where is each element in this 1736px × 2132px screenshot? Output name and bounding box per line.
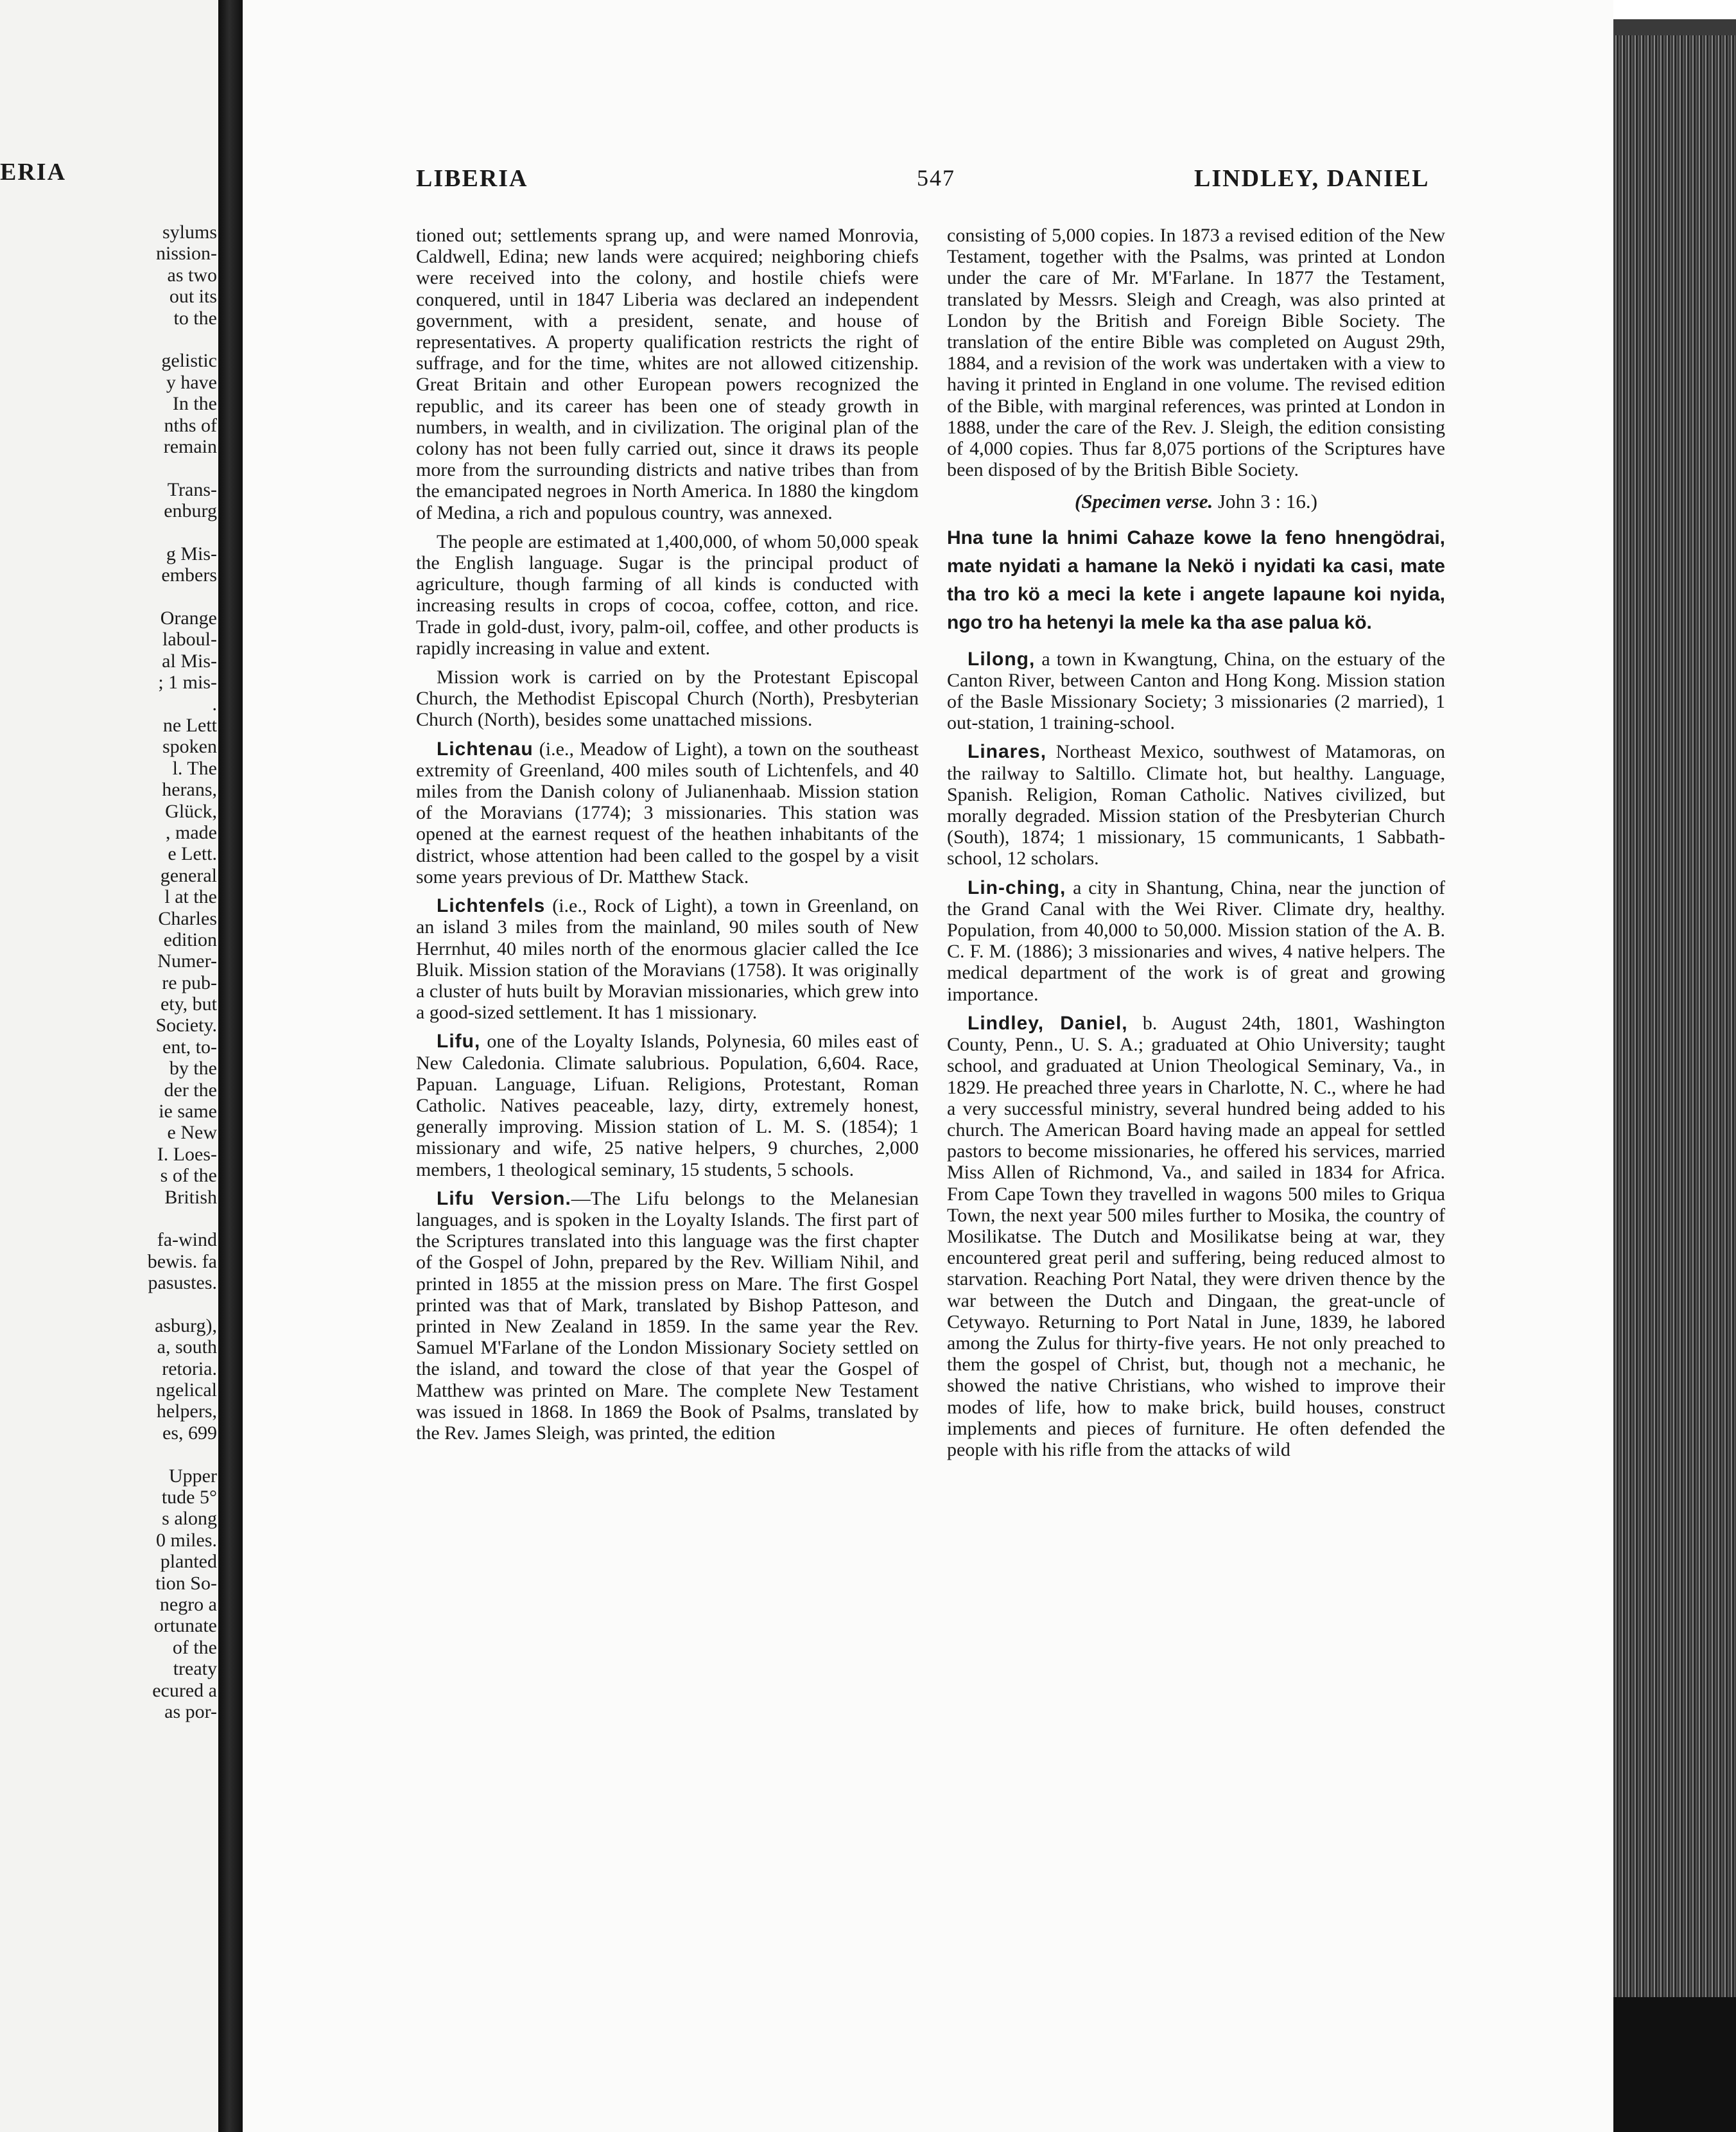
column-right [947,225,1445,1468]
facing-page-line: sylums [162,222,217,243]
facing-page-line: Numer- [157,950,217,972]
entry-linares-text: Northeast Mexico, southwest of Matamoras, on the railway to Saltillo. Climate hot, but healthy. Language, Spanish. Religion, Roman Catholic. Natives civilized, but morally degraded. Mission station of the Presbyterian Church (South), 1874; 1 missionary, 15 communicants, 1 Sabbath-school, 12 scholars. [947,741,1445,869]
facing-page-line: Trans- [167,478,217,500]
entry-linares [947,741,1445,869]
entry-lin-ching-text: a city in Shantung, China, near the junction of the Grand Canal with the Wei River. Climate dry, healthy. Population, from 40,000 to 50,000. Mission station of the A. B. C. F. M. (1886); 3 missionaries and wives, 4 native helpers. The medical department of the work is of great and growing importance. [947,877,1445,1005]
headword-lifu-version: Lifu Version. [437,1187,571,1209]
facing-page-line: enburg [164,500,217,522]
facing-page-line: 0 miles. [156,1529,217,1551]
facing-page-line [0,457,217,478]
facing-page-line: remain [163,435,217,457]
facing-page-line: asburg), [155,1315,217,1336]
running-head-right: LINDLEY, DANIEL [1194,165,1430,192]
headword-lin-ching: Lin-ching, [968,877,1066,898]
facing-page-line: l at the [164,886,217,908]
facing-page-line: I. Loes- [157,1143,217,1165]
running-head-left: LIBERIA [416,165,528,192]
page-number: 547 [917,165,955,191]
facing-page-line: helpers, [156,1401,217,1422]
facing-page-line: . [212,693,217,715]
facing-page-line [0,521,217,543]
facing-page-line: pasustes. [148,1272,217,1294]
facing-page-line: general [160,864,217,886]
facing-page-line: e New [167,1122,217,1144]
specimen-label: (Specimen verse. [1075,490,1213,513]
entry-liberia-mission: Mission work is carried on by the Protestant Episcopal Church, the Methodist Episcopal Church (North), Presbyterian Church (North), besides some unattached missions. [416,667,919,731]
facing-page-line: ety, but [160,993,217,1015]
facing-page-line: gelistic [161,350,217,372]
page-block-edge [1613,35,1736,2000]
facing-page-line: bewis. fa [147,1250,217,1272]
entry-liberia-people: The people are estimated at 1,400,000, of whom 50,000 speak the English language. Sugar is the principal product of agriculture, though farming of all kinds is conducted with increasing results in crops of cocoa, coffee, cotton, and rice. Trade in gold-dust, ivory, palm-oil, coffee, and other products is rapidly increasing in value and extent. [416,530,919,659]
facing-page-line: British [164,1186,217,1208]
entry-lifu-version-text: —The Lifu belongs to the Melanesian languages, and is spoken in the Loyalty Islands. The first part of the Scriptures translated into this language was the first chapter of the Gospel of John, prepared by the Rev. William Nihil, and printed in 1855 at the mission press on Mare. The first Gospel printed was that of Mark, translated by Bishop Patteson, and printed in New Zealand in 1859. In the same year the Rev. Samuel M'Farlane of the London Missionary Society settled on the island, and toward the close of that year the Gospel of Matthew was printed on Mare. The complete New Testament was issued in 1868. In 1869 the Book of Psalms, translated by the Rev. James Sleigh, was printed, the edition [416,1187,919,1444]
facing-page-line: laboul- [162,629,217,651]
facing-page-line: al Mis- [162,650,217,672]
facing-page-line: out its [169,286,217,308]
book-gutter [218,0,243,2132]
facing-page-line: fa-wind [157,1229,217,1251]
facing-page-line: re pub- [162,972,217,993]
specimen-verse-text: Hna tune la hnimi Cahaze kowe la feno hnengödrai, mate nyidati a hamane la Nekö i nyidati ka casi, mate tha tro kö a meci la kete i angete lapaune koi nyida, ngo tro ha hetenyi la mele ka tha ase palua kö. [947,527,1445,633]
facing-page-line: es, 699 [162,1422,217,1444]
facing-page-line: ecured a [152,1679,217,1701]
facing-page-line: treaty [173,1658,217,1680]
facing-page-line: ngelical [156,1379,217,1401]
facing-page-line: nission- [155,243,217,265]
facing-page-line: , made [166,821,217,843]
entry-lifu-text: one of the Loyalty Islands, Polynesia, 60 miles east of New Caledonia. Climate salubrious. Population, 6,604. Race, Papuan. Language, Lifuan. Religions, Protestant, Roman Catholic. Natives peaceable, lazy, dirty, extremely honest, generally improving. Mission station of L. M. S. (1854); 1 missionary and wife, 25 native helpers, 9 churches, 2,000 members, 1 theological seminary, 15 students, 5 schools. [416,1031,919,1180]
entry-lindley [947,1013,1445,1460]
facing-page-line: s along [162,1508,217,1530]
facing-page-line: ie same [159,1101,217,1123]
facing-page-line: herans, [162,779,217,801]
facing-page-line: a, south [157,1336,217,1358]
facing-page-line: Society. [155,1015,217,1036]
facing-page-line: der the [164,1079,217,1101]
facing-page-line: as two [167,264,217,286]
entry-lichtenfels-text: (i.e., Rock of Light), a town in Greenland, on an island 3 miles from the mainland, 90 miles south of New Herrnhut, 40 miles north of the enormous glacier called the Ice Bluik. Mission station of the Moravians (1758). It was originally a cluster of huts built by Moravian missionaries, which grew into a good-sized settlement. It has 1 missionary. [416,895,919,1024]
facing-page-line: as por- [164,1700,217,1722]
entry-lichtenfels [416,895,919,1023]
facing-page-line: Glück, [165,800,217,822]
facing-page-line: y have [166,371,217,393]
entry-lin-ching [947,877,1445,1005]
entry-lichtenau [416,738,919,887]
facing-page-line: s of the [160,1165,217,1187]
headword-lichtenau: Lichtenau [437,738,534,760]
facing-page-line: e Lett. [168,843,217,865]
facing-page-line [0,1208,217,1229]
facing-page-line: edition [163,929,217,950]
facing-page-line: ent, to- [162,1036,217,1058]
entry-liberia-continued: tioned out; settlements sprang up, and were named Monrovia, Caldwell, Edina; new lands were acquired; neighboring chiefs were received into the colony, and hostile chiefs were conquered, until in 1847 Liberia was declared an independent government, with a president, senate, and house of representatives. A property qualification restricts the right of suffrage, and for the time, whites are not allowed citizenship. Great Britain and other European powers recognized the republic, and its career has been one of steady growth in numbers, in wealth, and in civilization. The original plan of the colony has not been fully carried out, since it draws its people more from the surrounding districts and native tribes than from the emancipated negroes in North America. In 1880 the kingdom of Medina, a rich and populous country, was annexed. [416,225,919,523]
specimen-verse-heading [947,491,1445,512]
facing-page-line: nths of [164,414,217,436]
facing-page-text [0,222,217,1722]
facing-page-line: embers [161,564,217,586]
entry-lifu [416,1031,919,1180]
headword-linares: Linares, [968,741,1047,763]
facing-page-line: retoria. [162,1358,217,1379]
facing-page-line: Upper [169,1465,217,1487]
facing-page-line: Orange [160,607,217,629]
facing-page-line: negro a [159,1594,217,1615]
facing-page-line: ne Lett [162,714,217,736]
facing-page-running-head: ERIA [0,159,67,186]
facing-page-line: ; 1 mis- [158,672,217,694]
entry-lichtenau-text: (i.e., Meadow of Light), a town on the southeast extremity of Greenland, 400 miles south of Lichtenfels, and 40 miles from the Danish colony of Julianenhaab. Mission station of the Moravians (1774); 3 missionaries. This station was opened at the earnest request of the heathen inhabitants of the district, whose attention had been called to the gospel by a visit some years previous of Dr. Matthew Stack. [416,738,919,887]
facing-page-line: of the [172,1636,217,1658]
page-block-bottom [1613,1997,1736,2132]
headword-lilong: Lilong, [968,648,1036,670]
facing-page-line: Charles [158,907,217,929]
facing-page-line: g Mis- [166,543,217,564]
headword-lichtenfels: Lichtenfels [437,895,546,917]
entry-lifu-version [416,1188,919,1444]
facing-page-line: to the [173,307,217,329]
entry-lilong-text: a town in Kwangtung, China, on the estuary of the Canton River, between Canton and Hong Kong. Mission station of the Basle Missionary Society; 3 missionaries (2 married), 1 out-station, 1 training-school. [947,648,1445,734]
facing-page-line: tion So- [155,1572,217,1594]
entry-lifu-version-continued: consisting of 5,000 copies. In 1873 a revised edition of the New Testament, together with the Psalms, was printed at London under the care of Mr. M'Farlane. In 1877 the Testament, translated by Messrs. Sleigh and Creagh, was also printed at London by the British and Foreign Bible Society. The translation of the entire Bible was completed on August 29th, 1884, and a revision of the work was undertaken with a view to having it printed in England in one volume. The revised edition of the Bible, with marginal references, was printed at London in 1888, under the care of the Rev. J. Sleigh, the edition consisting of 4,000 copies. Thus far 8,075 portions of the Scriptures have been disposed of by the British Bible Society. [947,225,1445,481]
entry-lilong [947,649,1445,734]
facing-page-line [0,329,217,350]
facing-page-line: tude 5° [161,1487,217,1508]
headword-lifu: Lifu, [437,1031,481,1053]
facing-page-line: planted [160,1551,217,1573]
facing-page-line: ortunate [153,1615,217,1637]
facing-page-line [0,1294,217,1315]
facing-page-line: by the [169,1058,217,1079]
facing-page-line: l. The [172,757,217,779]
specimen-reference: John 3 : 16.) [1213,490,1317,513]
facing-page-line: In the [172,393,217,415]
facing-page-line [0,586,217,607]
facing-page [0,0,218,2132]
facing-page-line [0,1444,217,1465]
facing-page-line: spoken [162,736,217,758]
entry-lindley-text: b. August 24th, 1801, Washington County, Penn., U. S. A.; graduated at Ohio University; taught school, and graduated at Union Theological Seminary, Va., in 1829. He preached three years in Charlotte, N. C., where he had a very successful ministry, several hundred being added to his church. The American Board having made an appeal for settled pastors to become missionaries, he offered his services, married Miss Allen of Richmond, Va., and sailed in 1834 for Africa. From Cape Town they travelled in wagons 500 miles to Griqua Town, the next year 500 miles further to Mosika, the country of Mosilikatse. The Dutch and Mosilikatse being at war, they encountered great peril and suffering, being reduced almost to starvation. Reaching Port Natal, they were driven thence by the war between the Dutch and Dingaan, the great-uncle of Cetywayo. Returning to Port Natal in June, 1839, he labored among the Zulus for thirty-five years. He not only preached to them the gospel of Christ, but, though not a mechanic, he showed the native Christians, who wished to improve their modes of life, how to make brick, build houses, construct implements and pieces of furniture. He often defended the people with his rifle from the attacks of wild [947,1012,1445,1460]
headword-lindley: Lindley, Daniel, [968,1012,1128,1034]
column-left [416,225,919,1451]
